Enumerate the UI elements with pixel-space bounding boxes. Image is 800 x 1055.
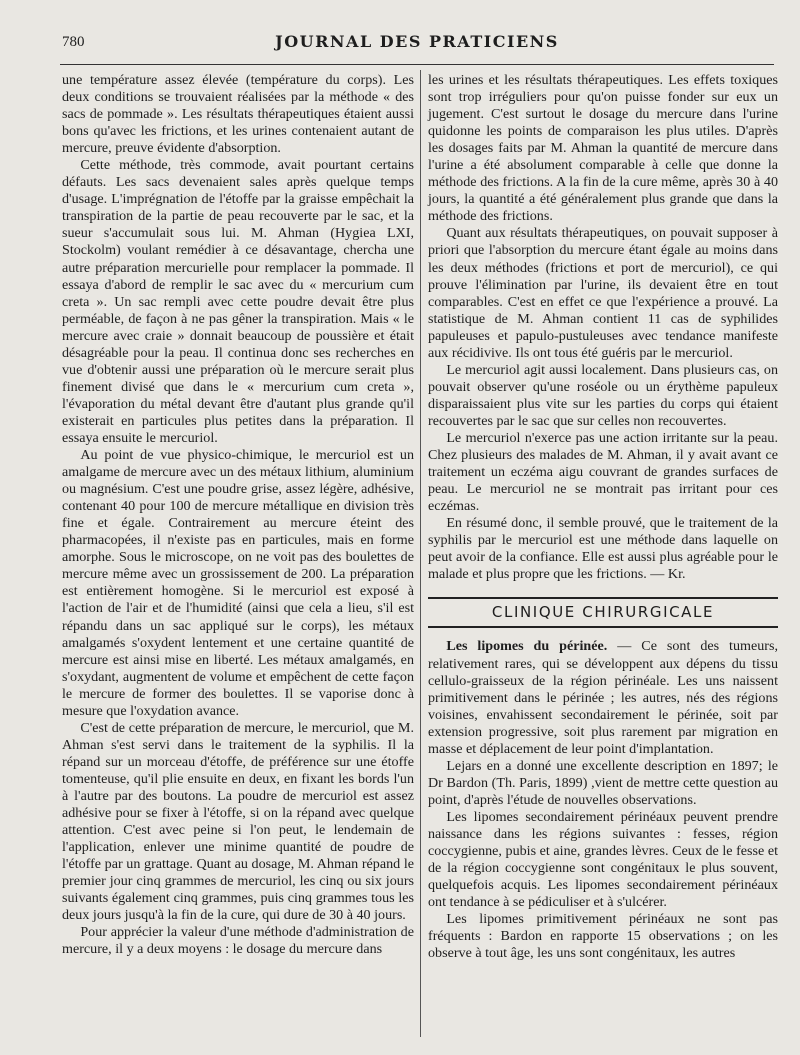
paragraph: les urines et les résultats thérapeutiques. Les effets toxiques sont trop irréguliers pour qu'on puisse fonder sur eux un jugement. C'est surtout le dosage du mercure dans l'urine quidonne les points de comparaison les plus utiles. D'après les dosages faits par M. Ahman la quantité de mercure dans l'urine a été absolument comparable à celle que donne la méthode des frictions. A la fin de la cure même, après 30 à 40 jours, la quantité a été généralement plus grande que dans la méthode des frictions. — [428, 72, 778, 225]
paragraph: Les lipomes secondairement périnéaux peuvent prendre naissance dans les régions suivantes : fesses, région coccygienne, pubis et aine, grandes lèvres. Ceux de le fesse et de la région coccygienne sont congénitaux le plus souvent, quelquefois acquis. Les lipomes secondairement périnéaux ont tendance à se pédiculiser et à s'ulcérer. — [428, 808, 778, 911]
header-rule — [60, 64, 774, 65]
paragraph: C'est de cette préparation de mercure, le mercuriol, que M. Ahman s'est servi dans le traitement de la syphilis. Il la répand sur un morceau d'étoffe, de préférence sur une étoffe tomenteuse, qu'il plie ensuite en deux, en fixant les bords l'un à l'autre par des boutons. La poudre de mercuriol est assez adhésive pour se fixer à l'étoffe, si on la répand avec quelque attention. C'est avec peine si l'on peut, le lendemain de l'application, enlever une minime quantité de poudre de l'étoffe par un grattage. Quant au dosage, M. Ahman répand le premier jour cinq grammes de mercuriol, les cinq ou six jours suivants également cinq grammes, puis cinq grammes tous les deux jours jusqu'à la fin de la cure, qui dure de 30 à 40 jours. — [62, 719, 414, 924]
paragraph: une température assez élevée (température du corps). Les deux conditions se trouvaient réalisées par la méthode « des sacs de pommade ». Les résultats thérapeutiques étaient aussi bons qu'avec les frictions, et les urines contenaient autant de mercure, preuve évidente d'absorption. — [62, 72, 414, 157]
paragraph: Au point de vue physico-chimique, le mercuriol est un amalgame de mercure avec un des métaux lithium, aluminium ou magnésium. C'est une poudre grise, assez légère, adhésive, contenant 40 pour 100 de mercure métallique en division très fine et égale. Contrairement au mercure éteint des pharmacopées, il n'existe pas en particules, mais en forme amorphe. Sous le microscope, on ne voit pas des boulettes de mercure même avec un grossissement de 200. La préparation est entièrement homogène. Si le mercuriol est exposé à l'action de l'air et de l'humidité (ainsi que cela a lieu, s'il est répandu dans un sac appliqué sur le corps), les métaux amalgamés s'oxydent lentement et une certaine quantité de mercure est ainsi mise en liberté. Les métaux amalgamés, en s'oxydant, augmentent de volume et empêchent de cette façon le mercure de former des boulettes. Il se vaporise donc à mesure que l'oxydation avance. — [62, 447, 414, 719]
paragraph: Cette méthode, très commode, avait pourtant certains défauts. Les sacs devenaient sales après quelque temps d'usage. L'imprégnation de l'étoffe par la graisse empêchait la transpiration de la partie de peau recouverte par le sac, et la sueur s'accumulait sous lui. M. Ahman (Hygiea LXI, Stockolm) voulant remédier à ce désavantage, chercha une autre préparation mercurielle pour remplacer la pommade. Il essaya d'abord de remplir le sac avec du « mercurium cum creta ». Un sac rempli avec cette poudre devait être plus perméable, de façon à ne pas gêner la transpiration. Mais « le mercure avec craie » donnait beaucoup de poussière et était désagréable pour la peau. Il continua donc ses recherches en vue d'obtenir aussi une préparation où le mercure serait plus finement divisé que dans le « mercurium cum creta », l'évaporation du métal devant être d'autant plus grande qu'il existerait en particules plus petites dans la préparation. Il essaya ensuite le mercuriol. — [62, 157, 414, 446]
left-column — [62, 72, 414, 958]
paragraph: En résumé donc, il semble prouvé, que le traitement de la syphilis par le mercuriol est une méthode dans laquelle on peut avoir de la confiance. Elle est aussi plus agréable pour le malade et plus propre que les frictions. — Kr. — [428, 515, 778, 583]
section-title: CLINIQUE CHIRURGICALE — [428, 597, 778, 628]
paragraph: Pour apprécier la valeur d'une méthode d'administration de mercure, il y a deux moyens : le dosage du mercure dans — [62, 924, 414, 958]
paragraph — [428, 638, 778, 757]
paragraph-text: — Ce sont des tumeurs, relativement rares, qui se développent aux dépens du tissu cellulo-graisseux de la région périnéale. Les uns naissent primitivement dans le périnée ; les autres, nés des régions voisines, envahissent secondairement le périnée, soit par extension progressive, soit plus rarement par migration en masse et déplacement de leur point d'implantation. — [428, 638, 778, 757]
page-number: 780 — [62, 34, 85, 50]
paragraph: Quant aux résultats thérapeutiques, on pouvait supposer à priori que l'absorption du mercure étant égale au moins dans les deux méthodes (frictions et port de mercuriol), ce qui prouve l'élimination par l'urine, ils devaient être en tout comparables. C'est en effet ce que l'expérience a prouvé. La statistique de M. Ahman contient 11 cas de syphilides papuleuses et papulo-pustuleuses avec tendance manifeste aux récidivive. Ils ont tous été guéris par le mercuriol. — [428, 225, 778, 361]
paragraph: Les lipomes primitivement périnéaux ne sont pas fréquents : Bardon en rapporte 15 observations ; on les observe à tout âge, les uns sont congénitaux, les autres — [428, 911, 778, 962]
run-in-heading: Les lipomes du périnée. — [446, 638, 608, 655]
running-header — [62, 32, 772, 58]
journal-title: JOURNAL DES PRATICIENS — [275, 32, 559, 51]
paragraph: Le mercuriol n'exerce pas une action irritante sur la peau. Chez plusieurs des malades de M. Ahman, il y avait avant ce traitement un eczéma aigu couvrant de grandes surfaces de peau. Le mercuriol ne se montrait pas irritant pour ces eczémas. — [428, 429, 778, 515]
column-divider — [420, 70, 421, 1037]
right-column — [428, 72, 778, 962]
paragraph: Le mercuriol agit aussi localement. Dans plusieurs cas, on pouvait observer qu'une roséole ou un érythème papuleux disparaissaient plus vite sur les parties du corps qui étaient recouvertes par le sac que sur celles non recouvertes. — [428, 361, 778, 429]
paragraph: Lejars en a donné une excellente description en 1897; le Dr Bardon (Th. Paris, 1899) ,vient de mettre cette question au point, d'après l'étude de nouvelles observations. — [428, 757, 778, 808]
